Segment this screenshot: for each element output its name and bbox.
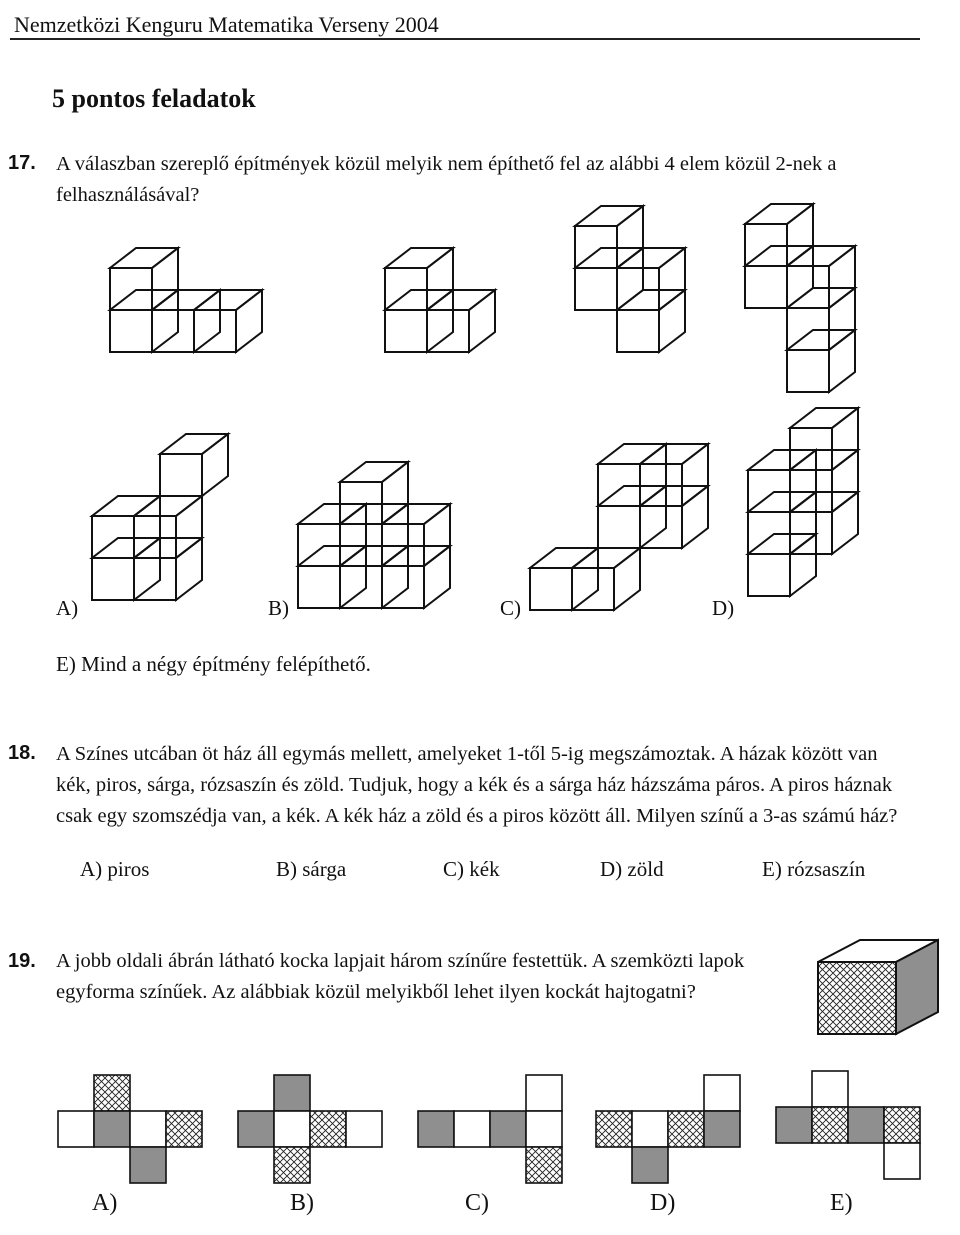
net-a-face-4	[166, 1111, 202, 1147]
net-e-face-0	[812, 1071, 848, 1107]
net-b-face-5	[274, 1147, 310, 1183]
q17-label-c: C)	[500, 596, 521, 620]
q18-number: 18.	[8, 742, 36, 764]
q19-label-e: E)	[830, 1190, 853, 1216]
net-c-face-3	[490, 1111, 526, 1147]
q17-option-e: E) Mind a négy építmény felépíthető.	[56, 652, 371, 676]
q18-answer-c: C) kék	[443, 857, 500, 881]
net-d-face-2	[632, 1111, 668, 1147]
net-d-face-3	[668, 1111, 704, 1147]
q18-answer-b: B) sárga	[276, 857, 347, 881]
net-e-face-4	[884, 1107, 920, 1143]
net-d-face-5	[632, 1147, 668, 1183]
q18-answer-e: E) rózsaszín	[762, 857, 866, 881]
q19-label-b: B)	[290, 1190, 314, 1216]
net-d-face-4	[704, 1111, 740, 1147]
net-a-face-2	[94, 1111, 130, 1147]
net-c-face-2	[454, 1111, 490, 1147]
net-b-face-3	[310, 1111, 346, 1147]
net-e-face-2	[812, 1107, 848, 1143]
net-d-face-1	[596, 1111, 632, 1147]
section-title: 5 pontos feladatok	[52, 84, 256, 113]
net-a-face-1	[58, 1111, 94, 1147]
net-b-face-2	[274, 1111, 310, 1147]
q19-label-d: D)	[650, 1190, 676, 1216]
net-b-face-1	[238, 1111, 274, 1147]
q18-answer-d: D) zöld	[600, 857, 664, 881]
net-c-face-1	[418, 1111, 454, 1147]
q17-label-a: A)	[56, 596, 79, 620]
q19-number: 19.	[8, 950, 36, 972]
net-d-face-0	[704, 1075, 740, 1111]
net-a-face-3	[130, 1111, 166, 1147]
net-b-face-0	[274, 1075, 310, 1111]
q17-label-b: B)	[268, 596, 289, 620]
q18-answer-a: A) piros	[80, 857, 150, 881]
net-c-face-4	[526, 1111, 562, 1147]
net-c-face-0	[526, 1075, 562, 1111]
net-c-face-5	[526, 1147, 562, 1183]
q19-label-a: A)	[92, 1190, 118, 1216]
page-header: Nemzetközi Kenguru Matematika Verseny 2004	[14, 12, 439, 37]
net-b-face-4	[346, 1111, 382, 1147]
net-e-face-3	[848, 1107, 884, 1143]
reference-cube	[818, 940, 938, 1034]
q17-label-d: D)	[712, 596, 735, 620]
net-a-face-5	[130, 1147, 166, 1183]
net-e-face-1	[776, 1107, 812, 1143]
q19-text: A jobb oldali ábrán látható kocka lapjait három színűre festettük. A szemközti lapok egyforma színűek. Az alábbiak közül melyikből lehet ilyen kockát hajtogatni?	[56, 950, 745, 1003]
net-a-face-0	[94, 1075, 130, 1111]
net-e-face-5	[884, 1143, 920, 1179]
q19-label-c: C)	[465, 1190, 489, 1216]
q17-number: 17.	[8, 152, 36, 174]
q17-text: A válaszban szereplő építmények közül melyik nem építhető fel az alábbi 4 elem közül 2-nek a felhasználásával?	[56, 153, 837, 206]
q18-text: A Színes utcában öt ház áll egymás mellett, amelyeket 1-től 5-ig megszámoztak. A házak között van kék, piros, sárga, rózsaszín és zöld. Tudjuk, hogy a kék és a sárga ház házszáma páros. A piros háznak csak egy szomszédja van, a kék. A kék ház a zöld és a piros között áll. Milyen színű a 3-as számú ház?	[56, 743, 898, 827]
